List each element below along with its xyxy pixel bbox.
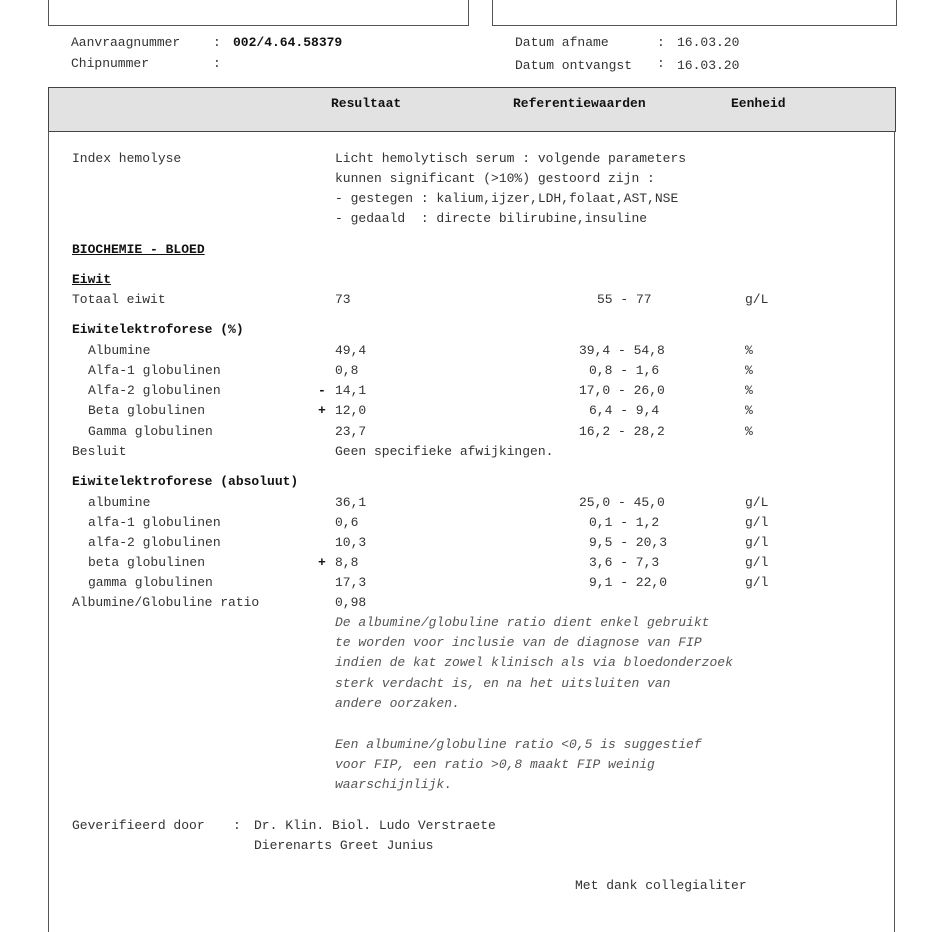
row-name: alfa-1 globulinen [88, 515, 221, 530]
row-unit: % [745, 424, 753, 439]
verified-label: Geverifieerd door [72, 818, 205, 833]
row-unit: g/l [745, 575, 769, 590]
row-ref: 9,5 - 20,3 [589, 535, 668, 550]
top-left-box [48, 0, 469, 26]
row-unit: g/l [745, 515, 769, 530]
row-name: Totaal eiwit [72, 292, 166, 307]
row-name: alfa-2 globulinen [88, 535, 221, 550]
row-value: 23,7 [335, 424, 367, 439]
aanvraag-label: Aanvraagnummer [71, 35, 181, 50]
row-value: 8,8 [335, 555, 359, 570]
verifier-2: Dierenarts Greet Junius [254, 838, 434, 853]
datum-ontvangst-label: Datum ontvangst [515, 58, 633, 73]
note-line: te worden voor inclusie van de diagnose van FIP [335, 635, 702, 650]
hemolyse-line: - gestegen : kalium,ijzer,LDH,folaat,AST,NSE [335, 191, 679, 206]
row-unit: g/l [745, 555, 769, 570]
row-ref: 0,8 - 1,6 [589, 363, 660, 378]
row-name: Albumine [88, 343, 151, 358]
row-unit: g/L [745, 292, 769, 307]
row-ref: 0,1 - 1,2 [589, 515, 660, 530]
row-ref: 16,2 - 28,2 [579, 424, 665, 439]
row-unit: % [745, 403, 753, 418]
datum-afname-colon: : [657, 35, 665, 50]
row-ref: 55 - 77 [597, 292, 652, 307]
aanvraag-colon: : [213, 35, 221, 50]
col-referentie: Referentiewaarden [513, 96, 646, 111]
row-name: Beta globulinen [88, 403, 206, 418]
row-value: 0,8 [335, 363, 359, 378]
row-value: 17,3 [335, 575, 367, 590]
row-unit: % [745, 343, 753, 358]
note-line: voor FIP, een ratio >0,8 maakt FIP weinig [335, 757, 655, 772]
row-value: 0,6 [335, 515, 359, 530]
row-ref: 39,4 - 54,8 [579, 343, 665, 358]
row-unit: % [745, 363, 753, 378]
row-unit: g/l [745, 535, 769, 550]
datum-ontvangst-colon: : [657, 56, 665, 71]
row-name: gamma globulinen [88, 575, 213, 590]
row-ref: 3,6 - 7,3 [589, 555, 660, 570]
report-frame-right [894, 131, 895, 932]
report-frame-left [48, 131, 49, 932]
ratio-value: 0,98 [335, 595, 367, 610]
verifier-1: Dr. Klin. Biol. Ludo Verstraete [254, 818, 496, 833]
low-flag: - [318, 383, 326, 398]
besluit-label: Besluit [72, 444, 127, 459]
row-value: 14,1 [335, 383, 367, 398]
chip-colon: : [213, 56, 221, 71]
ratio-label: Albumine/Globuline ratio [72, 595, 260, 610]
row-name: albumine [88, 495, 151, 510]
elfo-abs-title: Eiwitelektroforese (absoluut) [72, 474, 299, 489]
note-line: waarschijnlijk. [335, 777, 453, 792]
row-value: 73 [335, 292, 351, 307]
aanvraag-value: 002/4.64.58379 [233, 35, 343, 50]
datum-ontvangst-value: 16.03.20 [677, 58, 740, 73]
hemolyse-line: Licht hemolytisch serum : volgende parameters [335, 151, 687, 166]
verified-colon: : [233, 818, 241, 833]
row-name: Gamma globulinen [88, 424, 213, 439]
datum-afname-label: Datum afname [515, 35, 609, 50]
row-name: Alfa-1 globulinen [88, 363, 221, 378]
datum-afname-value: 16.03.20 [677, 35, 740, 50]
note-line: andere oorzaken. [335, 696, 460, 711]
hemolyse-line: - gedaald : directe bilirubine,insuline [335, 211, 648, 226]
closing: Met dank collegialiter [575, 878, 747, 893]
row-name: Alfa-2 globulinen [88, 383, 221, 398]
row-ref: 6,4 - 9,4 [589, 403, 660, 418]
row-unit: g/L [745, 495, 769, 510]
col-resultaat: Resultaat [331, 96, 402, 111]
besluit-value: Geen specifieke afwijkingen. [335, 444, 554, 459]
row-ref: 9,1 - 22,0 [589, 575, 668, 590]
section-title: BIOCHEMIE - BLOED [72, 242, 205, 257]
note-line: Een albumine/globuline ratio <0,5 is suggestief [335, 737, 702, 752]
elfo-pct-title: Eiwitelektroforese (%) [72, 322, 244, 337]
hemolyse-line: kunnen significant (>10%) gestoord zijn : [335, 171, 655, 186]
row-value: 10,3 [335, 535, 367, 550]
row-value: 49,4 [335, 343, 367, 358]
row-value: 12,0 [335, 403, 367, 418]
note-line: De albumine/globuline ratio dient enkel gebruikt [335, 615, 710, 630]
note-line: sterk verdacht is, en na het uitsluiten van [335, 676, 671, 691]
row-name: beta globulinen [88, 555, 206, 570]
row-unit: % [745, 383, 753, 398]
row-value: 36,1 [335, 495, 367, 510]
hemolyse-label: Index hemolyse [72, 151, 182, 166]
row-ref: 17,0 - 26,0 [579, 383, 665, 398]
note-line: indien de kat zowel klinisch als via bloedonderzoek [335, 655, 733, 670]
eiwit-title: Eiwit [72, 272, 112, 287]
col-eenheid: Eenheid [731, 96, 786, 111]
high-flag: + [318, 555, 326, 570]
row-ref: 25,0 - 45,0 [579, 495, 665, 510]
high-flag: + [318, 403, 326, 418]
top-right-box [492, 0, 897, 26]
chip-label: Chipnummer [71, 56, 150, 71]
